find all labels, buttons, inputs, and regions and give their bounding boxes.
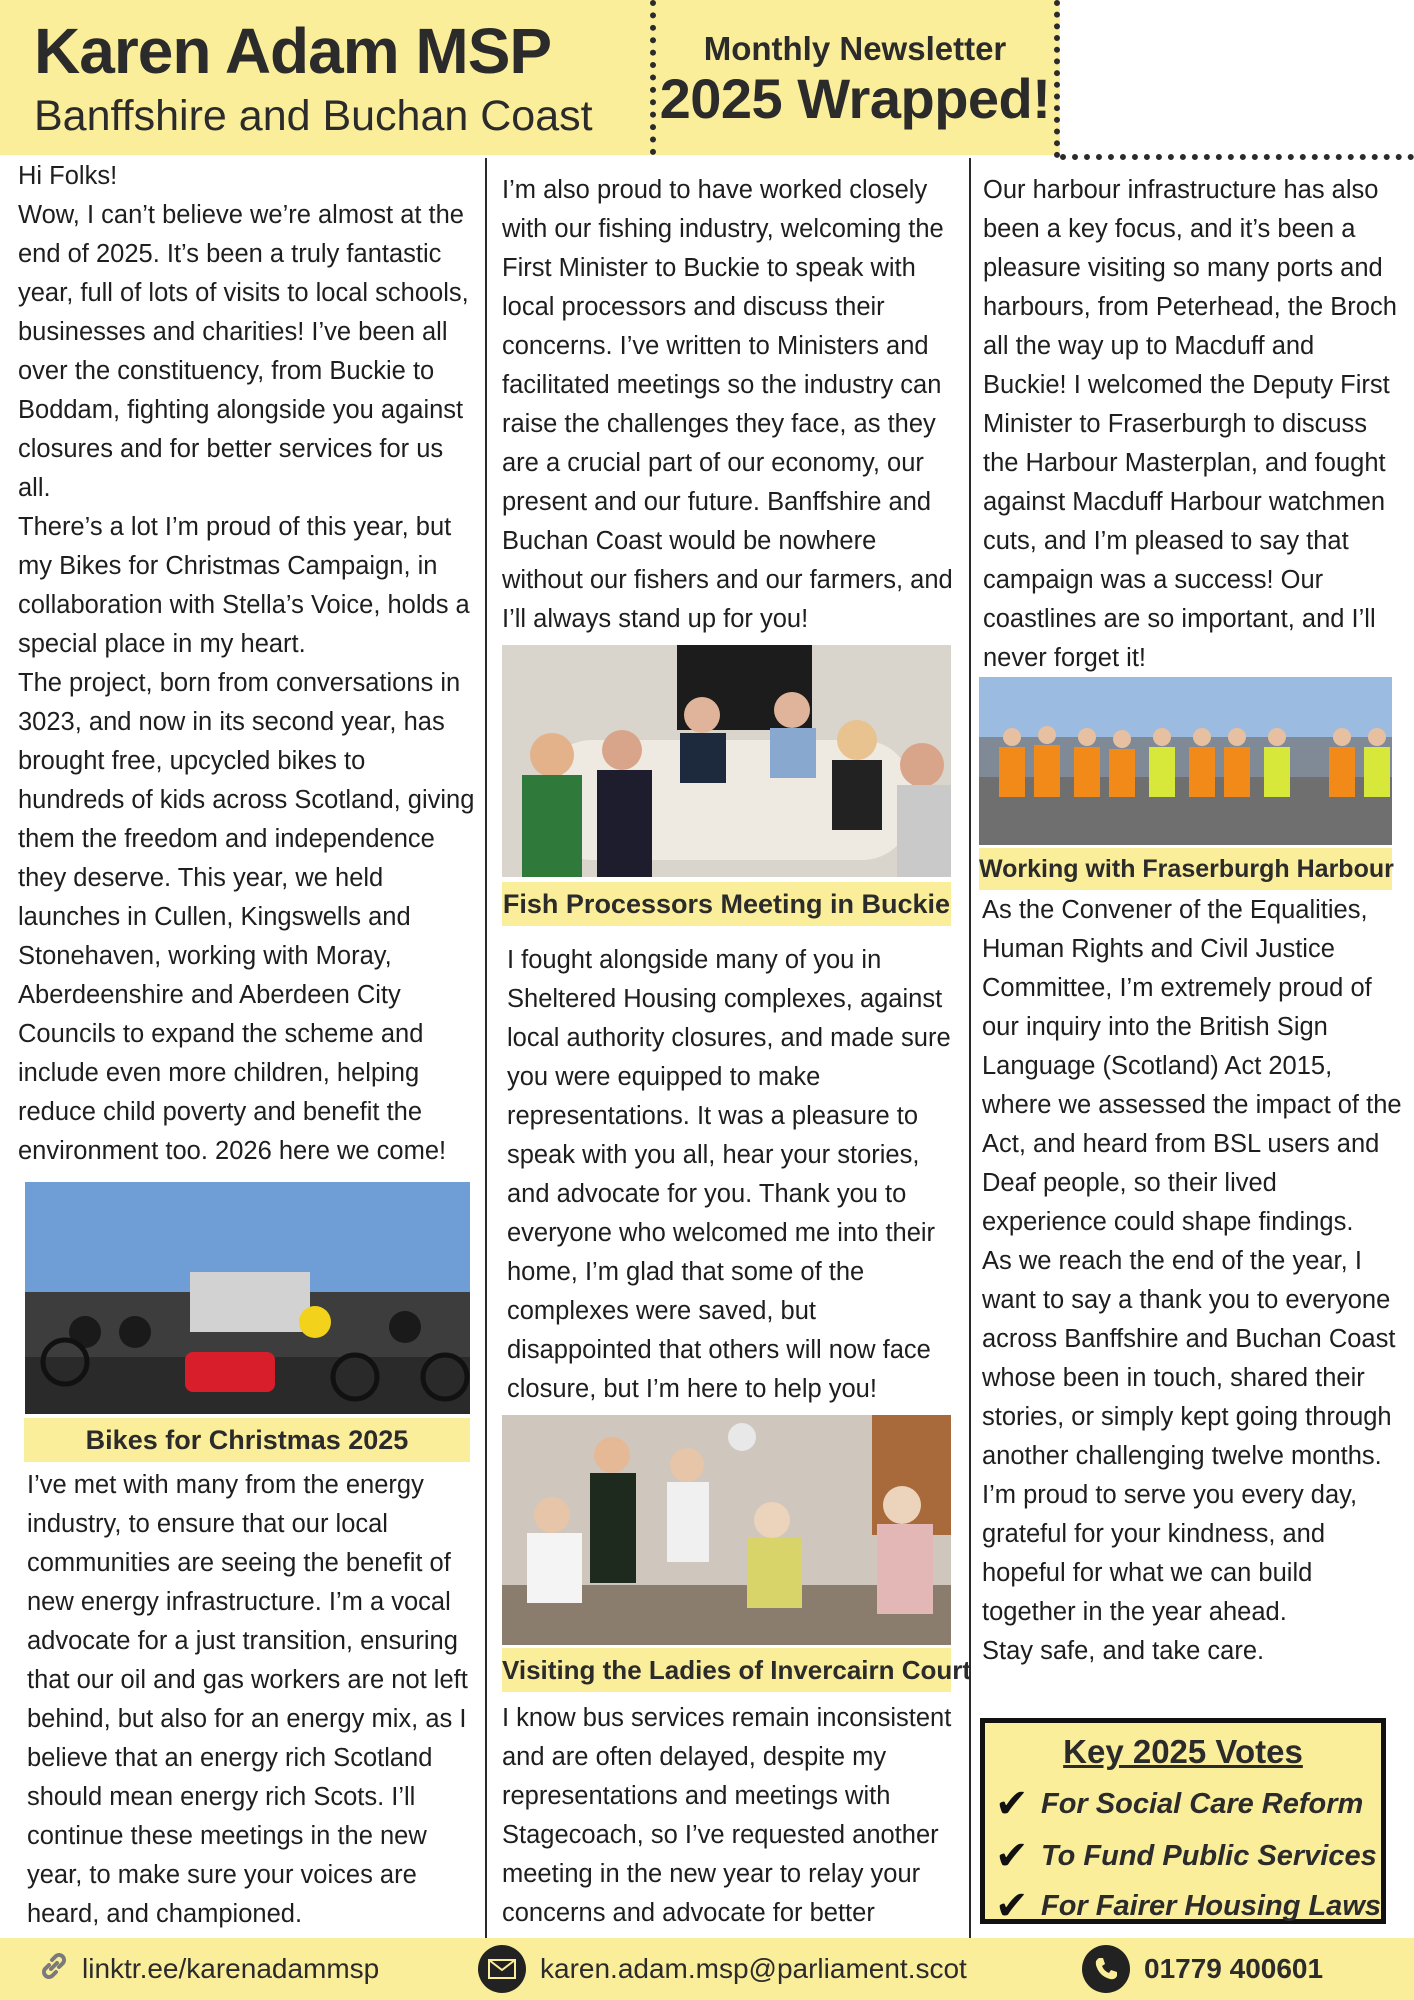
paragraph: Hi Folks!: [18, 162, 118, 190]
link-text[interactable]: linktr.ee/karenadammsp: [82, 1953, 380, 1984]
paragraph: I fought alongside many of you in Sheltered Housing complexes, against local authority closures, and made sure you were equipped to make representations. It was a pleasure to speak with you all, hear your stories, and advocate for you. Thank you to everyone who welcomed me into their home, I’m glad that some of the complexes were saved, but disappointed that others will now face closure, but I’m here to help you!: [507, 946, 951, 1403]
footer-email[interactable]: [478, 1945, 967, 1993]
newsletter-title: 2025 Wrapped!: [659, 67, 1051, 130]
invercairn-caption: Visiting the Ladies of Invercairn Court: [502, 1648, 951, 1692]
paragraph: As the Convener of the Equalities, Human Rights and Civil Justice Committee, I’m extremely proud of our inquiry into the British Sign Language (Scotland) Act 2015, where we assessed the impact of the Act, and heard from BSL users and Deaf people, so their lived experience could shape findings.: [982, 896, 1402, 1236]
constituency: Banffshire and Buchan Coast: [34, 92, 593, 140]
paragraph: Stay safe, and take care.: [982, 1637, 1265, 1665]
column-2-buses: [502, 1699, 962, 1972]
vote-label: To Fund Public Services: [1041, 1839, 1377, 1872]
column-3-committee: [982, 891, 1407, 1671]
fraserburgh-caption: Working with Fraserburgh Harbour: [979, 848, 1392, 890]
mp-name: Karen Adam MSP: [34, 15, 552, 87]
fish-processors-photo: [502, 645, 951, 877]
paragraph: I’m proud to serve you every day, grateful for your kindness, and hopeful for what we can build together in the year ahead.: [982, 1481, 1358, 1626]
checkmark-icon: ✔: [995, 1782, 1029, 1826]
vote-item: [995, 1833, 1377, 1879]
column-1-intro: [18, 157, 478, 1171]
checkmark-icon: ✔: [995, 1834, 1029, 1878]
paragraph: As we reach the end of the year, I want to say a thank you to everyone across Banffshire and Buchan Coast whose been in touch, shared their stories, or simply kept going through another challenging twelve months.: [982, 1247, 1396, 1470]
column-2-housing: [507, 941, 962, 1409]
header-divider: [650, 0, 656, 155]
paragraph: I know bus services remain inconsistent and are often delayed, despite my representations and meetings with Stagecoach, so I’ve requested another meeting in the new year to relay your concerns and advocate for better: [502, 1704, 952, 1927]
key-votes-title: Key 2025 Votes: [1063, 1733, 1303, 1770]
link-icon: [38, 1950, 70, 1989]
paragraph: I’m also proud to have worked closely with our fishing industry, welcoming the First Minister to Buckie to speak with local processors and discuss their concerns. I’ve written to Ministers and facilitated meetings so the industry can raise the challenges they face, as they are a crucial part of our economy, our present and our future. Banffshire and Buchan Coast would be nowhere without our fishers and our farmers, and I’ll always stand up for you!: [502, 176, 953, 633]
column-2-fishing: [502, 171, 957, 639]
column-divider: [485, 158, 487, 1938]
paragraph: Our harbour infrastructure has also been a key focus, and it’s been a pleasure visiting so many ports and harbours, from Peterhead, the Broch all the way up to Macduff and Buckie! I welcomed the Deputy First Minister to Fraserburgh to discuss the Harbour Masterplan, and fought against Macduff Harbour watchmen cuts, and I’m pleased to say that campaign was a success! Our coastlines are so important, and I’ll never forget it!: [983, 176, 1397, 672]
email-icon: [478, 1945, 526, 1993]
email-text[interactable]: karen.adam.msp@parliament.scot: [540, 1953, 967, 1984]
vote-label: For Fairer Housing Laws: [1041, 1889, 1381, 1922]
paragraph: I’ve met with many from the energy industry, to ensure that our local communities are seeing the benefit of new energy infrastructure. I’m a vocal advocate for a just transition, ensuring that our oil and gas workers are not left behind, but also for an energy mix, as I believe that an energy rich Scotland should mean energy rich Scots. I’ll continue these meetings in the new year, to make sure your voices are heard, and championed.: [27, 1471, 468, 1928]
fish-processors-caption: Fish Processors Meeting in Buckie: [502, 882, 951, 926]
column-1-energy: [27, 1466, 477, 1934]
bikes-photo: [25, 1182, 470, 1414]
paragraph: There’s a lot I’m proud of this year, but my Bikes for Christmas Campaign, in collaboration with Stella’s Voice, holds a special place in my heart.: [18, 513, 470, 658]
footer-link[interactable]: [38, 1945, 379, 1993]
column-3-harbour: [983, 171, 1403, 678]
newsletter-label: Monthly Newsletter: [703, 30, 1007, 67]
checkmark-icon: ✔: [995, 1884, 1029, 1928]
header-divider-right: [1054, 0, 1060, 158]
header-dotted-rule: [1060, 154, 1414, 160]
paragraph: The project, born from conversations in 3023, and now in its second year, has brought free, upcycled bikes to hundreds of kids across Scotland, giving them the freedom and independence they deserve. This year, we held launches in Cullen, Kingswells and Stonehaven, working with Moray, Aberdeenshire and Aberdeen City Councils to expand the scheme and include even more children, helping reduce child poverty and benefit the environment too. 2026 here we come!: [18, 669, 475, 1165]
fraserburgh-harbour-photo: [979, 677, 1392, 845]
key-votes-box: [980, 1718, 1386, 1928]
invercairn-photo: [502, 1415, 951, 1645]
vote-item: [995, 1781, 1363, 1827]
bikes-caption: Bikes for Christmas 2025: [24, 1418, 470, 1462]
vote-label: For Social Care Reform: [1041, 1787, 1364, 1820]
phone-text[interactable]: 01779 400601: [1144, 1953, 1324, 1984]
vote-item: [995, 1883, 1381, 1929]
paragraph: Wow, I can’t believe we’re almost at the end of 2025. It’s been a truly fantastic year, full of lots of visits to local schools, businesses and charities! I’ve been all over the constituency, from Buckie to Boddam, fighting alongside you against closures and for better services for us all.: [18, 201, 469, 502]
phone-icon: [1082, 1945, 1130, 1993]
footer-phone[interactable]: [1082, 1945, 1323, 1993]
